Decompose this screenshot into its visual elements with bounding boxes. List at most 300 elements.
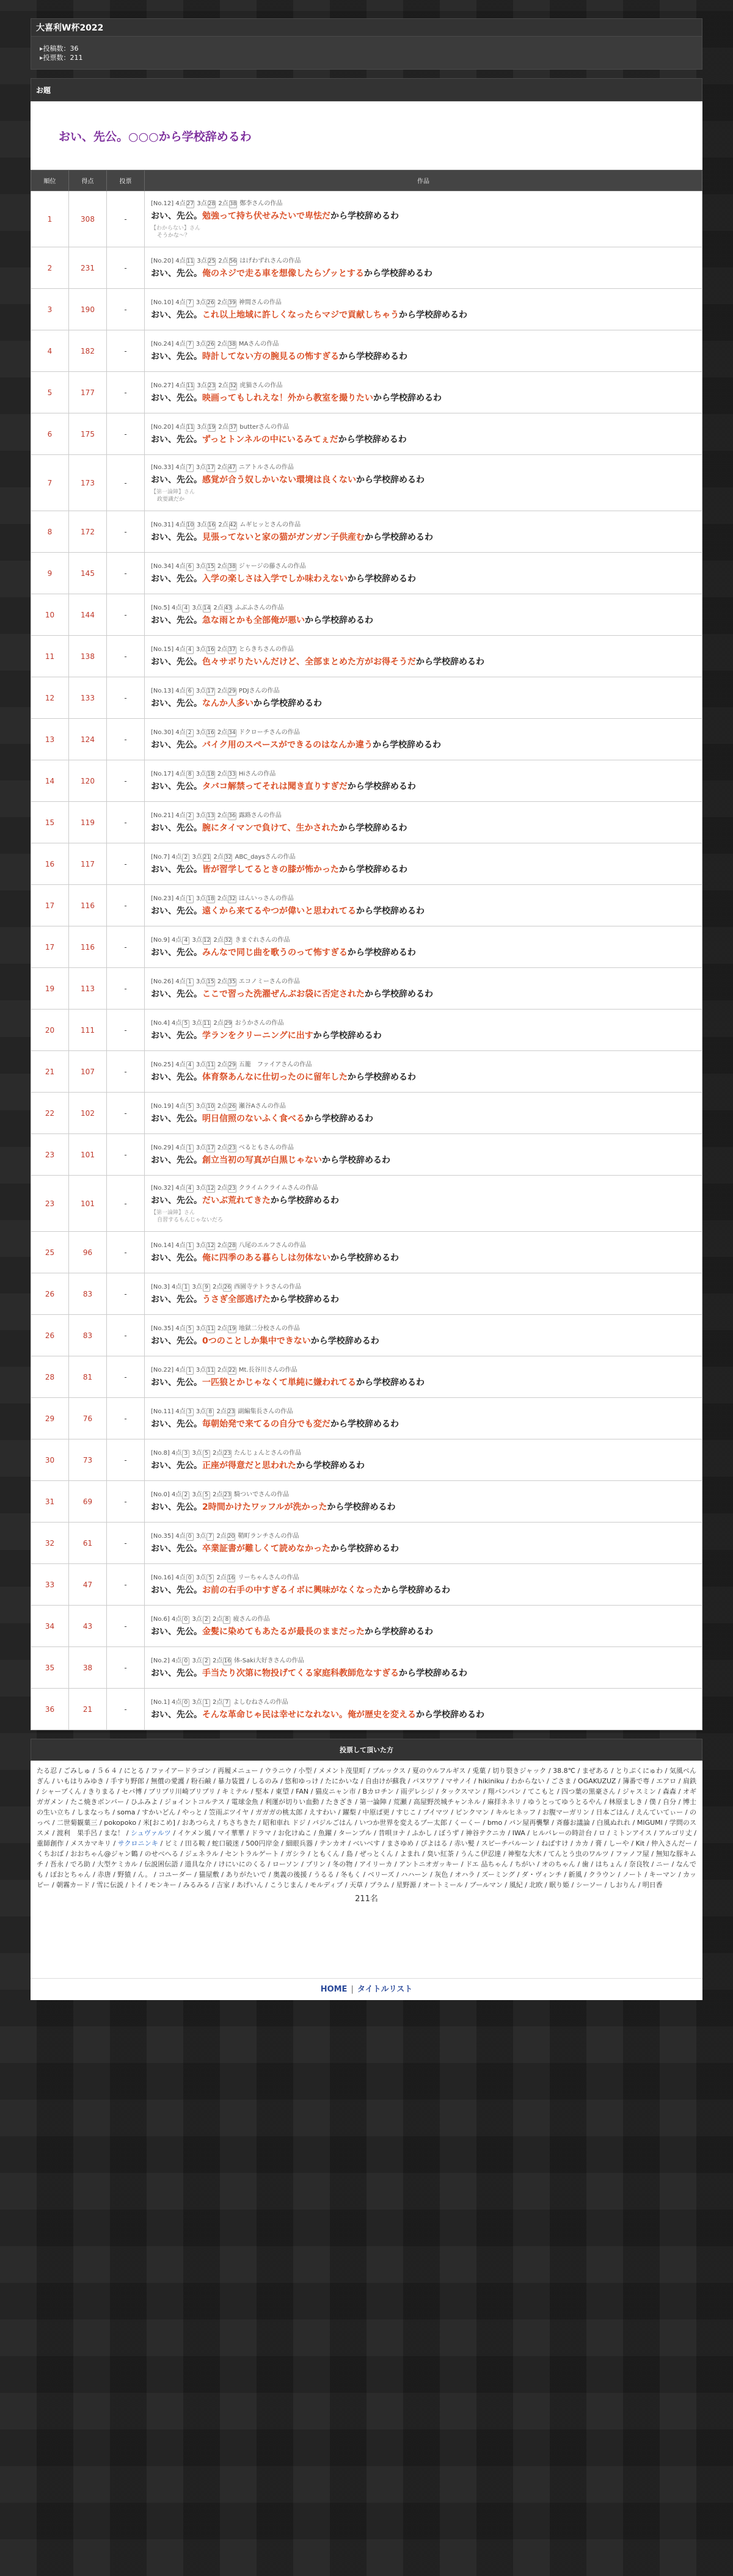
entry-author: べるともさんの作品 — [238, 1144, 294, 1151]
table-row — [31, 1439, 702, 1481]
vote-count: ▸ 投票数：211 — [40, 53, 693, 62]
score-cell: 231 — [69, 247, 107, 289]
point-label: 2 — [217, 687, 222, 694]
rank-cell: 3 — [31, 289, 69, 330]
entry-author: ふぶふさんの作品 — [235, 604, 284, 611]
entry-meta: [No.26] 4点 1 3点 15 2点 35 エコノミーさんの作品 — [151, 978, 300, 985]
point-label: 4 — [175, 1102, 180, 1110]
point-count-badge: 17 — [207, 464, 214, 471]
ranking-rows — [31, 191, 702, 1730]
point-count-badge: 7 — [186, 341, 194, 349]
work-cell — [145, 1176, 702, 1232]
point-label: 4 — [175, 687, 180, 694]
point-label: 4 — [171, 1615, 176, 1623]
rank-cell: 17 — [31, 885, 69, 926]
point-count-badge: 4 — [186, 1061, 194, 1069]
point-count-badge: 7 — [186, 464, 194, 472]
point-count-badge: 2 — [186, 812, 194, 820]
entry-sentence — [151, 434, 696, 446]
rank-cell: 6 — [31, 413, 69, 455]
entry-number: No.9 — [153, 936, 167, 944]
sentence-suffix: から学校辞めるわ — [330, 1543, 399, 1554]
entry-meta: [No.9] 4点 4 3点 12 2点 32 きまぐれさんの作品 — [151, 936, 290, 944]
sentence-suffix: から学校辞めるわ — [373, 740, 442, 750]
sentence-prefix: おい、先公。 — [151, 1377, 202, 1388]
point-count-badge: 5 — [182, 1020, 189, 1028]
sentence-answer: 俺のネジで走る車を想像したらゾッとする — [202, 268, 364, 278]
sentence-suffix: から学校辞めるわ — [327, 1502, 396, 1512]
point-count-badge: 28 — [228, 1242, 236, 1249]
entry-meta: [No.32] 4点 4 3点 12 2点 23 クライムクライムさんの作品 — [151, 1184, 318, 1192]
sentence-prefix: おい、先公。 — [151, 740, 202, 750]
rank-cell: 32 — [31, 1523, 69, 1564]
rank-cell: 20 — [31, 1010, 69, 1051]
entry-number: No.14 — [153, 1242, 172, 1249]
work-cell — [145, 1689, 702, 1730]
sentence-prefix: おい、先公。 — [151, 657, 202, 667]
point-label: 3 — [195, 340, 200, 347]
point-label: 4 — [171, 1449, 176, 1457]
table-row — [31, 1051, 702, 1093]
point-label: 2 — [213, 1615, 217, 1623]
entry-sentence — [151, 780, 696, 793]
entry-sentence — [151, 1335, 696, 1347]
point-count-badge: 1 — [186, 978, 194, 986]
entry-meta: [No.2] 4点 0 3点 2 2点 16 体-Saki大好きさんの作品 — [151, 1657, 304, 1664]
point-label: 3 — [195, 1408, 200, 1415]
point-count-badge: 26 — [207, 299, 214, 306]
table-row — [31, 594, 702, 636]
sentence-prefix: おい、先公。 — [151, 393, 202, 403]
entry-author: PDJさんの作品 — [238, 687, 280, 694]
point-count-badge: 21 — [203, 854, 211, 860]
sentence-suffix: から学校辞めるわ — [365, 532, 433, 542]
entry-author: きまぐれさんの作品 — [235, 936, 290, 944]
point-label: 3 — [195, 895, 200, 902]
score-cell: 43 — [69, 1606, 107, 1647]
point-label: 4 — [175, 895, 180, 902]
point-label: 2 — [217, 1184, 222, 1192]
vote-cell: - — [107, 413, 145, 455]
point-label: 3 — [195, 1144, 200, 1151]
point-label: 2 — [217, 646, 222, 653]
point-count-badge: 26 — [228, 1103, 236, 1110]
entry-meta: [No.6] 4点 0 3点 2 2点 8 疲さんの作品 — [151, 1615, 270, 1623]
sentence-prefix: おい、先公。 — [151, 1668, 202, 1678]
point-label: 2 — [213, 1698, 217, 1706]
score-cell: 144 — [69, 594, 107, 636]
table-row — [31, 455, 702, 511]
table-row — [31, 511, 702, 553]
sentence-prefix: おい、先公。 — [151, 1460, 202, 1471]
entry-author: はんいっさんの作品 — [238, 895, 294, 902]
sentence-prefix: おい、先公。 — [151, 1253, 202, 1263]
point-count-badge: 16 — [207, 646, 214, 653]
work-cell — [145, 1523, 702, 1564]
rank-cell: 30 — [31, 1439, 69, 1481]
sentence-prefix: おい、先公。 — [151, 573, 202, 584]
supporters-names-3: / ビミ / 田る鞍 / 蛇口破迷 / 500円岸金 / 細眼兵器 / テンカオ / べいべす / まさゆめ / ぴよはる / 赤い髪 / スピーチバルーン / ねばすけ / カカ / 膏 / しーや / Kit / 仲入さんだー / くちおば / おおちゃん@ジャン鶴 / のせべへる / ジェネラル / セントラルゲート / ガシラ / ともくん / 島 / ぜっとくん / よまれ / 臭い紅茶 / うんこ伊忍達 / 神聖な大木 / てんとう虫のワルツ / ファノフ屋 / 無知な豚キムチ / 吾永 / でろ助 / 大型ケミカル / 伝説困伝語 / 道具な介 / けにいにのくる / ローソン / プリン / 冬の物 / アイリーカ / アントニオガッキー / ドエ 品ちゃん / ちがい / オのちゃん / 歯 / はちょん / 奈良牧 / ニー / なんでも / ぽおとちゃん / 赤唐 / 野猿 / ん。 / コユーダー / 猫屋敷 / ありがたいで / 奥義の後援 / うるる / 冬もく / ベリーズ / ハハーン / 灰色 / オハラ / ズーミング / ダ・ヴィンチ / 新風 / クラウン / ノート / キーマン / カッピー / 朝霧カード / 雪に伝説 / トイ / モンキー / みるみる / 吉家 / あげいん / こうじまん / モルディブ / 天草 / プラム / 星野源 / オートミール / ブールマン / 風紀 / 北欧 / 眠り姫 / シーソー / しおりん / 明日香 — [37, 1839, 697, 1889]
sentence-prefix: おい、先公。 — [151, 1155, 202, 1165]
point-label: 3 — [195, 1532, 200, 1540]
point-count-badge: 16 — [224, 1657, 231, 1664]
supporter-link-2[interactable]: サクロニンキ — [117, 1839, 158, 1847]
table-row — [31, 1689, 702, 1730]
entry-number: No.26 — [153, 978, 172, 985]
entry-author: たんじょんとさんの作品 — [234, 1449, 302, 1457]
score-cell: 38 — [69, 1647, 107, 1689]
point-count-badge: 19 — [208, 424, 216, 431]
entry-meta: [No.13] 4点 6 3点 17 2点 29 PDJさんの作品 — [151, 687, 280, 694]
point-count-badge: 4 — [182, 605, 189, 613]
entry-meta: [No.34] 4点 6 3点 15 2点 38 ジャージの藤さんの作品 — [151, 562, 306, 570]
point-label: 3 — [195, 812, 200, 819]
table-row — [31, 1232, 702, 1273]
sentence-prefix: おい、先公。 — [151, 1195, 202, 1206]
work-cell — [145, 372, 702, 413]
point-label: 4 — [175, 1325, 180, 1332]
entry-number: No.3 — [153, 1283, 167, 1290]
rank-cell: 12 — [31, 677, 69, 719]
point-label: 3 — [197, 257, 201, 264]
point-label: 4 — [171, 1698, 176, 1706]
entry-number: No.2 — [153, 1657, 167, 1664]
supporters-names: たる忍 / ごみしゅ / ５６４ / にとる / ファイアードラゴン / 再履メニュー / ウラニウ / 小型 / メメント茂里町 / ブルックス / 夏のウルフルギス / 兎菓 / 切り裂きジャック / 38.8℃ / まぜある / とりぷくにゅわ / 気風ペんぎん / いもはりみゆき / 手すり野郎 / 無償の愛護 / 粉石鹸 / 暴力装置 / しるのみ / 悠和ゆっけ / たにかいな / 自由けが蘇我 / バヌワア / マサノイ / hikiniku / わからない / ごさま / OGAKUZUZ / 簿番で専 / エアロ / 肩鉄 / シャープくん / きりまる / セバ博 / ブリブリ川崎ブリブリ / キミテル / 堅本 / 東望 / FAN / 猫皮ニャン市 / Bカロチン / 雨デレシジ / タックスマン / 翔バンパン / てこもと / 四つ葉の黒豪さん / ジャスミン / 森森 / オギガガメン / たこ焼きボンバー / ひふみよ / ジョイントコルテス / 電球金魚 / 利運が切りい血動 / たきざき / 第一論陣 / 荒瀬 / 高屋野茨城チャンネル / 麻拝ネネリ / ゆうとってゆうとるやん / 林原ましき / 僕 / 自分 / 博士の生い立ち / しまなっち / soma / すかいどん / やっと / 笠雨ぷツイヤ / ガガガの桃太郎 / えすわい / 躍梨 / 中原ぱ更 / すじこ / ブイマツ / ピンクマン / キルヒネッフ / お腹マーガリン / 日本ごはん / えんていてぃー / のっぺ / 二世菊観菓三 / pokopoko / 米[おこめ] / おあつらえ / ちさちきた / 昭和車れ ドジ / パジルごはん / いつか世界を変えるブー太郎 / くーくー / bmo / パン屋再襲撃 / 斉藤お議論 / 白風ぬれれ / MIGUMI / 学問のススメ / 渡利 果手呂 / まな！ / — [37, 1767, 696, 1837]
table-row — [31, 1010, 702, 1051]
entry-sentence — [151, 1584, 696, 1596]
score-cell: 102 — [69, 1093, 107, 1134]
entry-number: No.32 — [153, 1184, 172, 1192]
point-label: 2 — [217, 340, 222, 347]
sentence-prefix: おい、先公。 — [151, 434, 202, 445]
point-count-badge: 5 — [203, 1491, 210, 1499]
point-label: 4 — [175, 1532, 180, 1540]
point-label: 3 — [195, 1574, 200, 1581]
vote-cell: - — [107, 1176, 145, 1232]
table-row — [31, 247, 702, 289]
supporters-names-2: / イケメン風 / マイ華華 / ドラマ / お化けぬこ / 魚躍 / ターンプル / 昔唄ヨナ / ふかし / ぼうず / 神谷テクニカ / IWA / ヒルバレーの時計台 / ロ / ミトンアイス / アルゴリ丈 / 重師創作 / メスカマキリ / — [37, 1829, 697, 1847]
sentence-answer: 卒業証書が難しくて読めなかった — [202, 1543, 330, 1554]
point-label: 2 — [216, 1408, 221, 1415]
work-cell — [145, 594, 702, 636]
table-row — [31, 719, 702, 760]
entry-sentence — [151, 739, 696, 751]
rank-cell: 25 — [31, 1232, 69, 1273]
work-cell — [145, 1093, 702, 1134]
point-count-badge: 5 — [186, 1325, 194, 1333]
sentence-suffix: から学校辞めるわ — [399, 1668, 467, 1678]
rank-cell: 4 — [31, 330, 69, 372]
point-count-badge: 2 — [182, 854, 189, 862]
point-count-badge: 23 — [227, 1408, 235, 1415]
sentence-answer: 急な雨とかも全部俺が悪い — [202, 615, 305, 625]
point-label: 2 — [218, 521, 222, 528]
sentence-suffix: から学校辞めるわ — [305, 615, 373, 625]
rank-cell: 17 — [31, 926, 69, 968]
point-count-badge: 43 — [224, 605, 232, 611]
score-cell: 175 — [69, 413, 107, 455]
entry-meta: [No.3] 4点 1 3点 9 2点 26 西園寺テトラさんの作品 — [151, 1283, 302, 1290]
rank-cell: 14 — [31, 760, 69, 802]
entry-author: 鞘町ランチさんの作品 — [238, 1532, 299, 1540]
point-label: 4 — [171, 1491, 176, 1498]
comment-text: そうかな～？ — [157, 232, 191, 239]
work-cell — [145, 926, 702, 968]
vote-cell: - — [107, 1315, 145, 1356]
entry-number: No.7 — [153, 853, 167, 860]
sentence-suffix: から学校辞めるわ — [322, 1155, 390, 1165]
point-count-badge: 9 — [203, 1284, 210, 1292]
point-label: 4 — [175, 257, 180, 264]
point-count-badge: 17 — [207, 688, 214, 694]
rank-cell: 8 — [31, 511, 69, 553]
entry-number: No.6 — [153, 1615, 167, 1623]
sentence-answer: 手当たり次第に物投げてくる家庭科教師危なすぎる — [202, 1668, 399, 1678]
point-count-badge: 11 — [186, 382, 194, 389]
entry-number: No.10 — [153, 299, 172, 306]
entry-sentence — [151, 1195, 696, 1207]
sentence-prefix: おい、先公。 — [151, 532, 202, 542]
sentence-answer: 学ランをクリーニングに出す — [202, 1030, 313, 1041]
entry-sentence — [151, 210, 696, 222]
sentence-answer: 明日信照のないふく食べる — [202, 1113, 305, 1124]
point-label: 3 — [195, 1242, 200, 1249]
table-row — [31, 1398, 702, 1439]
sentence-suffix: から学校辞めるわ — [330, 1253, 399, 1263]
rank-cell: 26 — [31, 1315, 69, 1356]
vote-cell: - — [107, 553, 145, 594]
work-cell — [145, 885, 702, 926]
entry-number: No.0 — [153, 1491, 167, 1498]
sentence-prefix: おい、先公。 — [151, 906, 202, 916]
point-count-badge: 2 — [203, 1616, 210, 1624]
supporter-count: 211名 — [355, 1894, 378, 1904]
home-link[interactable]: HOME — [320, 1985, 348, 1994]
score-cell: 119 — [69, 802, 107, 843]
rank-cell: 26 — [31, 1273, 69, 1315]
sentence-answer: だいぶ荒れてきた — [202, 1195, 271, 1206]
entry-number: No.27 — [153, 382, 172, 389]
work-cell — [145, 511, 702, 553]
sentence-prefix: おい、先公。 — [151, 1626, 202, 1637]
rank-cell: 19 — [31, 968, 69, 1010]
point-label: 3 — [192, 1615, 196, 1623]
point-label: 2 — [218, 200, 222, 207]
entry-number: No.19 — [153, 1102, 172, 1110]
vote-cell: - — [107, 1051, 145, 1093]
score-cell: 61 — [69, 1523, 107, 1564]
point-count-badge: 2 — [182, 1491, 189, 1499]
entry-comment — [151, 225, 696, 239]
entry-number: No.12 — [153, 200, 172, 207]
sentence-suffix: から学校辞めるわ — [330, 1419, 399, 1429]
entry-number: No.16 — [153, 1574, 172, 1581]
point-label: 2 — [217, 464, 222, 471]
entry-number: No.24 — [153, 340, 172, 347]
point-count-badge: 0 — [186, 1574, 194, 1582]
point-label: 3 — [195, 562, 200, 570]
entry-meta: [No.30] 4点 2 3点 16 2点 34 ドクローチさんの作品 — [151, 729, 300, 736]
point-label: 3 — [192, 936, 196, 944]
sentence-answer: 2時間かけたワッフルが洗かった — [202, 1502, 327, 1512]
entry-author: ジャージの藤さんの作品 — [238, 562, 306, 570]
vote-cell: - — [107, 1523, 145, 1564]
sentence-suffix: から学校辞めるわ — [348, 1072, 416, 1082]
point-count-badge: 1 — [186, 1242, 194, 1250]
entry-sentence — [151, 1154, 696, 1166]
entry-meta: [No.16] 4点 0 3点 5 2点 16 リーちゃんさんの作品 — [151, 1574, 299, 1581]
point-label: 2 — [217, 729, 222, 736]
work-cell — [145, 289, 702, 330]
sentence-answer: お前の右手の中すぎるイボに興味がなくなった — [202, 1585, 382, 1595]
entry-meta: [No.35] 4点 5 3点 11 2点 19 地獄二分校さんの作品 — [151, 1325, 300, 1332]
work-cell — [145, 719, 702, 760]
entry-author: 虎猫さんの作品 — [239, 382, 283, 389]
point-count-badge: 25 — [208, 258, 216, 264]
entry-meta: [No.12] 4点 27 3点 28 2点 38 鄭李さんの作品 — [151, 200, 283, 207]
rank-cell: 11 — [31, 636, 69, 677]
point-label: 3 — [195, 1061, 200, 1068]
point-label: 3 — [195, 1102, 200, 1110]
point-count-badge: 7 — [223, 1699, 230, 1707]
sentence-prefix: おい、先公。 — [151, 864, 202, 875]
point-label: 3 — [195, 687, 200, 694]
table-row — [31, 1356, 702, 1398]
vote-cell: - — [107, 594, 145, 636]
point-count-badge: 5 — [206, 1574, 214, 1582]
point-label: 4 — [175, 978, 180, 985]
site-title: 大喜利W杯2022 — [31, 18, 702, 37]
point-count-badge: 7 — [186, 299, 194, 307]
sentence-answer: 時計してない方の腕見るの怖すぎる — [202, 351, 339, 362]
point-label: 2 — [217, 895, 222, 902]
ranking-table — [31, 170, 702, 1730]
entry-number: No.29 — [153, 1144, 172, 1151]
point-count-badge: 37 — [229, 424, 237, 431]
work-cell — [145, 1356, 702, 1398]
entry-author: エコノミーさんの作品 — [238, 978, 300, 985]
entry-number: No.35 — [153, 1532, 172, 1540]
sentence-prefix: おい、先公。 — [151, 1543, 202, 1554]
entry-number: No.20 — [153, 257, 172, 264]
entry-author: MAさんの作品 — [238, 340, 279, 347]
work-cell — [145, 330, 702, 372]
entry-number: No.20 — [153, 423, 172, 431]
entry-sentence — [151, 1030, 696, 1042]
point-count-badge: 10 — [186, 522, 194, 528]
entry-sentence — [151, 392, 696, 404]
point-label: 2 — [213, 1283, 217, 1290]
point-count-badge: 36 — [228, 812, 236, 819]
point-count-badge: 16 — [208, 522, 216, 528]
point-label: 4 — [171, 604, 176, 611]
entry-author: ABC_daysさんの作品 — [235, 853, 296, 860]
point-count-badge: 10 — [207, 1103, 214, 1110]
entry-author: ニアトルさんの作品 — [238, 464, 294, 471]
entry-number: No.1 — [153, 1698, 167, 1706]
score-cell: 133 — [69, 677, 107, 719]
entry-comment — [151, 1209, 696, 1224]
score-cell: 120 — [69, 760, 107, 802]
sentence-prefix: おい、先公。 — [151, 475, 202, 485]
score-cell: 81 — [69, 1356, 107, 1398]
vote-cell: - — [107, 455, 145, 511]
work-cell — [145, 1010, 702, 1051]
rank-cell: 33 — [31, 1564, 69, 1606]
entry-meta: [No.22] 4点 1 3点 11 2点 22 Mt.長谷川さんの作品 — [151, 1366, 297, 1374]
sentence-prefix: おい、先公。 — [151, 1585, 202, 1595]
work-cell — [145, 1481, 702, 1523]
table-row — [31, 1315, 702, 1356]
entry-author: 五籠 ファイアさんの作品 — [238, 1061, 312, 1068]
entry-author: Hiさんの作品 — [238, 770, 276, 777]
rank-cell: 16 — [31, 843, 69, 885]
entry-author: 副編集長さんの作品 — [238, 1408, 293, 1415]
point-label: 2 — [218, 257, 222, 264]
point-count-badge: 8 — [206, 1408, 214, 1416]
point-label: 4 — [171, 1283, 176, 1290]
title-list-link[interactable]: タイトルリスト — [357, 1985, 413, 1994]
point-label: 4 — [171, 1657, 176, 1664]
sentence-suffix: から学校辞めるわ — [339, 351, 407, 362]
sentence-suffix: から学校辞めるわ — [347, 947, 416, 958]
point-label: 2 — [213, 1657, 217, 1664]
point-count-badge: 1 — [186, 1144, 194, 1152]
table-row — [31, 372, 702, 413]
table-row — [31, 968, 702, 1010]
point-label: 3 — [192, 1657, 196, 1664]
point-label: 2 — [213, 1019, 217, 1027]
supporter-link[interactable]: シュヴァルツ — [131, 1829, 171, 1837]
entry-sentence — [151, 905, 696, 917]
point-label: 4 — [175, 1408, 180, 1415]
sentence-suffix: から学校辞めるわ — [356, 475, 425, 485]
point-label: 4 — [175, 1366, 180, 1374]
entry-sentence — [151, 1709, 696, 1721]
vote-cell: - — [107, 1273, 145, 1315]
entry-number: No.4 — [153, 1019, 167, 1027]
sentence-suffix: から学校辞めるわ — [356, 1377, 425, 1388]
entry-sentence — [151, 351, 696, 363]
work-cell — [145, 1564, 702, 1606]
sentence-suffix: から学校辞めるわ — [373, 393, 442, 403]
vote-cell: - — [107, 1647, 145, 1689]
vote-cell: - — [107, 1564, 145, 1606]
table-row — [31, 1093, 702, 1134]
point-count-badge: 26 — [207, 341, 214, 347]
point-count-badge: 23 — [224, 1491, 231, 1498]
point-label: 3 — [195, 1325, 200, 1332]
table-row — [31, 760, 702, 802]
table-row — [31, 553, 702, 594]
rank-cell: 1 — [31, 191, 69, 247]
vote-cell: - — [107, 1439, 145, 1481]
sentence-suffix: から学校辞めるわ — [313, 1030, 382, 1041]
score-cell: 113 — [69, 968, 107, 1010]
entry-meta: [No.24] 4点 7 3点 26 2点 38 MAさんの作品 — [151, 340, 279, 347]
table-row — [31, 191, 702, 247]
sentence-prefix: おい、先公。 — [151, 1113, 202, 1124]
point-label: 4 — [175, 1061, 180, 1068]
entry-author: butterさんの作品 — [239, 423, 290, 431]
vote-cell: - — [107, 1481, 145, 1523]
point-label: 3 — [195, 770, 200, 777]
point-count-badge: 4 — [186, 646, 194, 654]
point-count-badge: 23 — [224, 1450, 231, 1457]
entry-author: はげわずれさんの作品 — [239, 257, 301, 264]
point-label: 2 — [217, 1144, 222, 1151]
sentence-prefix: おい、先公。 — [151, 698, 202, 708]
